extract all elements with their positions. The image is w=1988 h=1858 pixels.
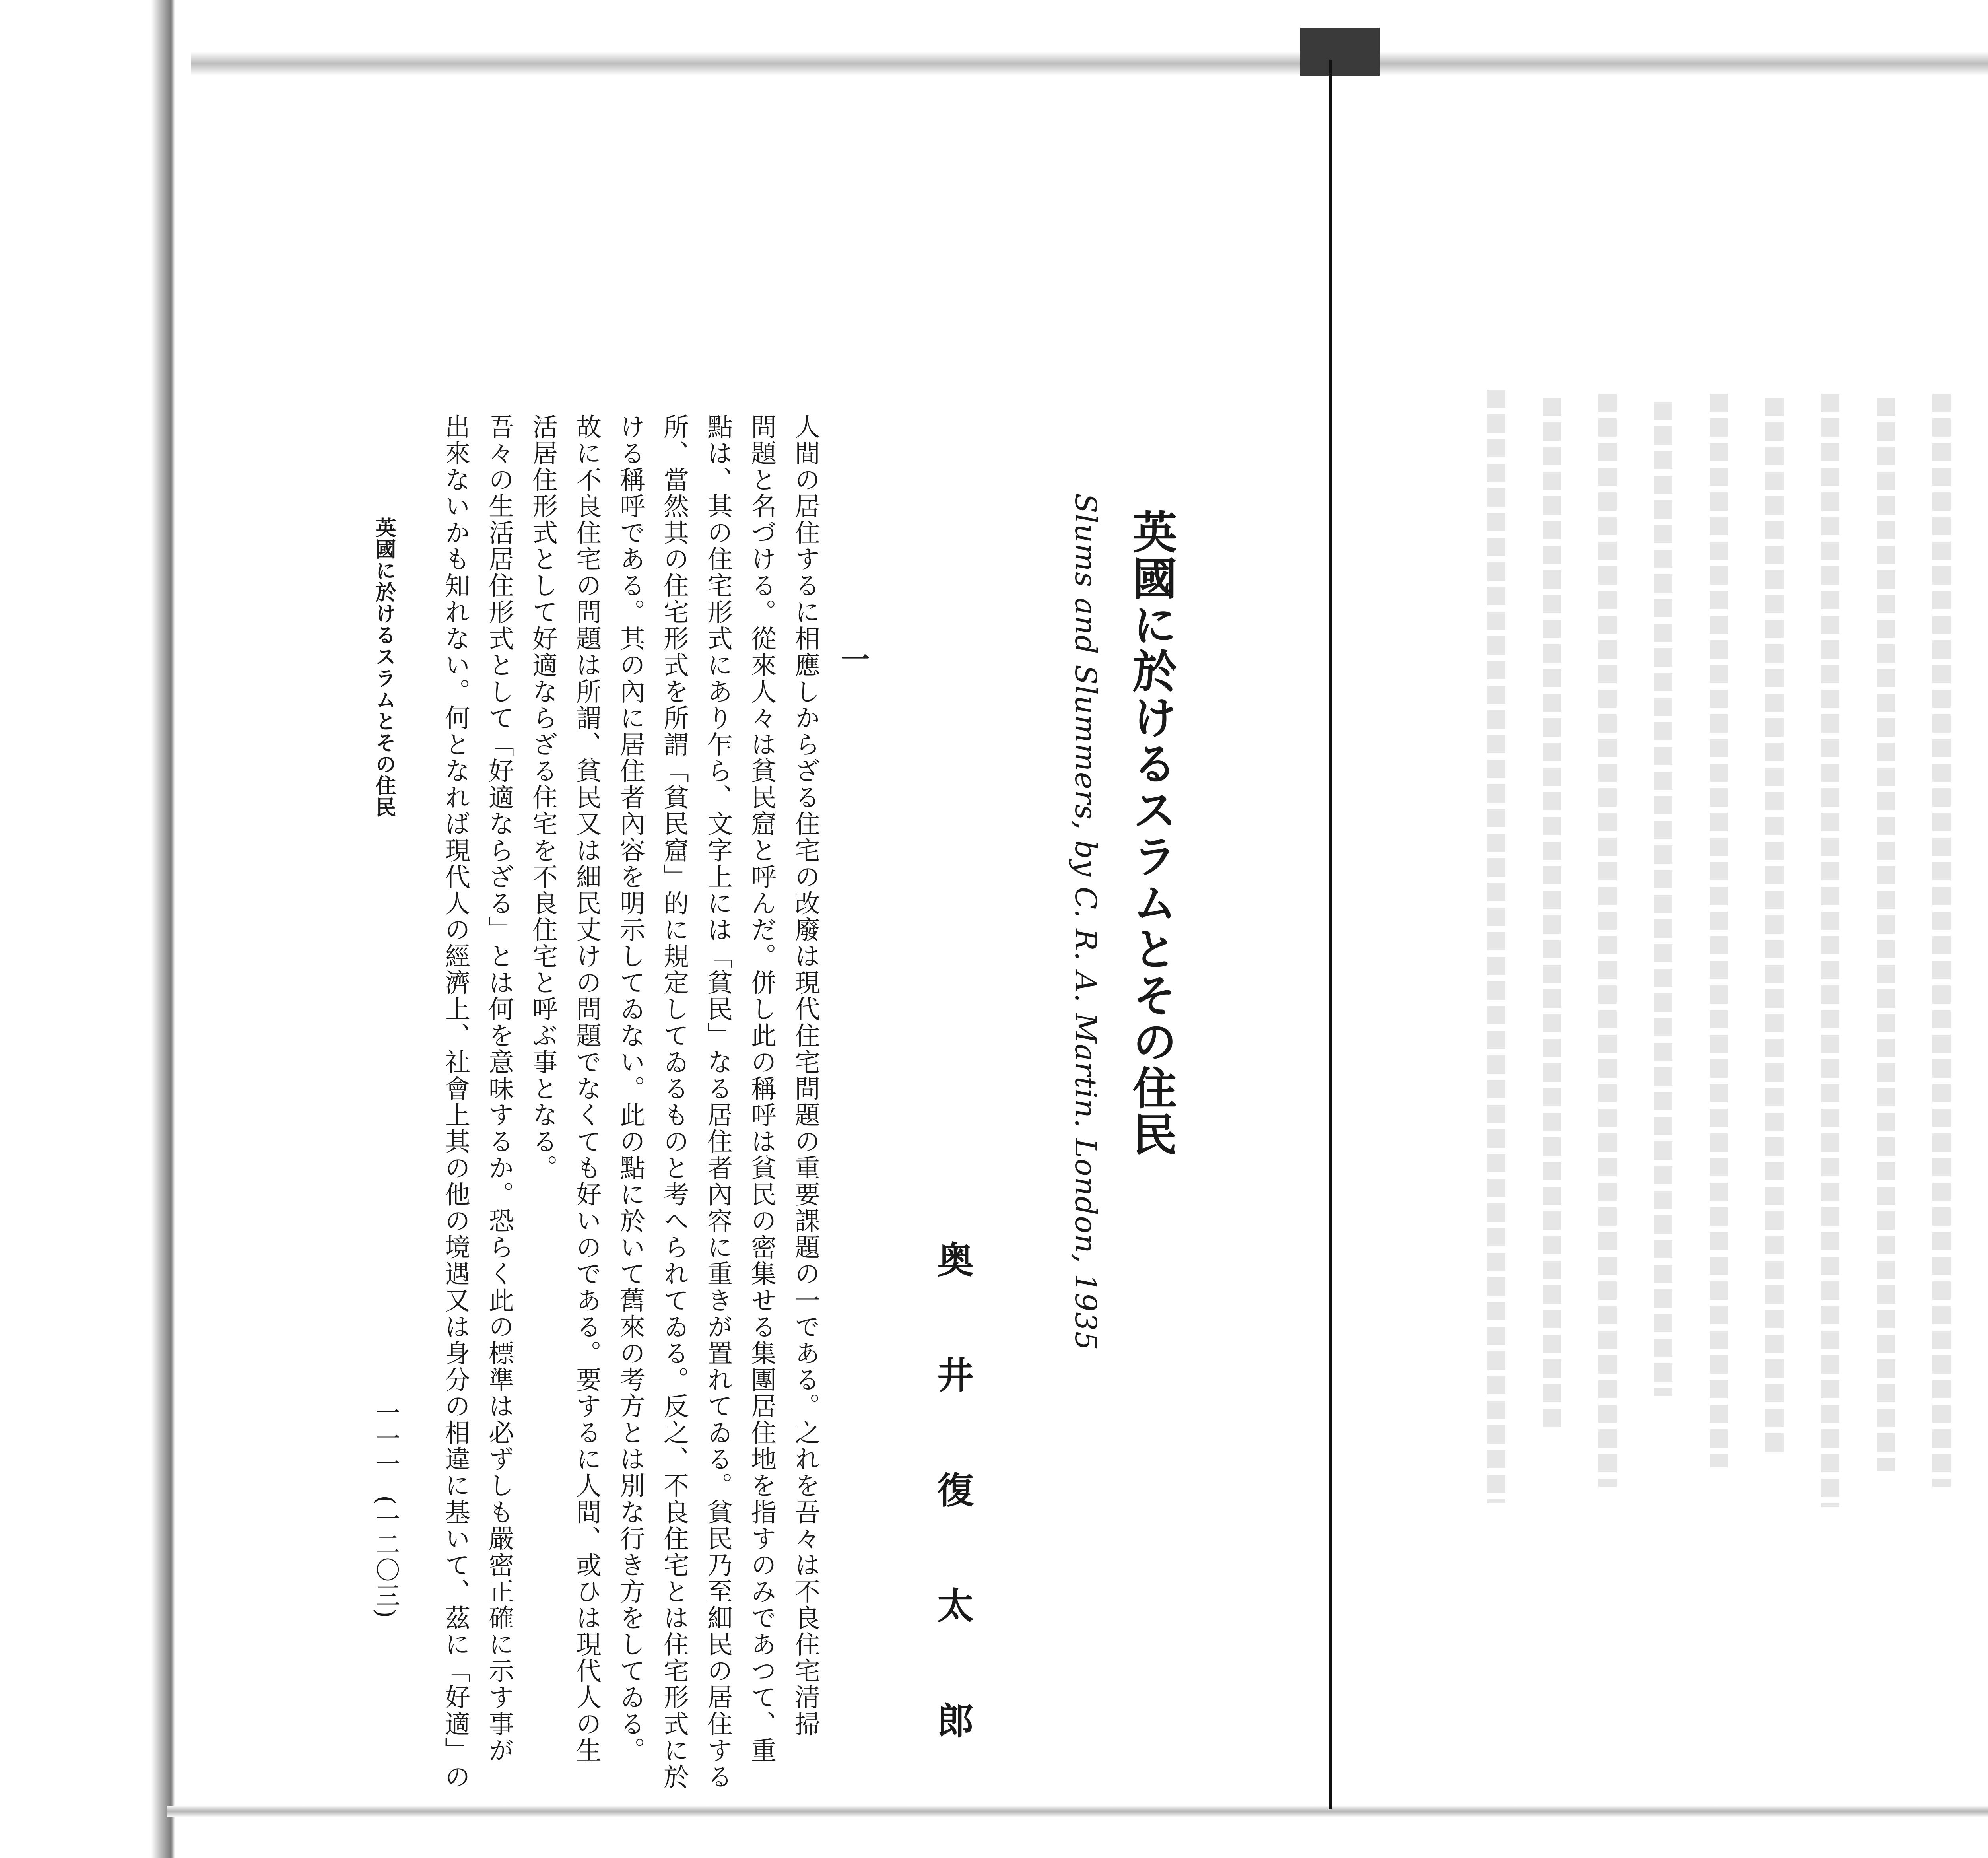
body-line: ける稱呼である。其の內に居住者內容を明示してゐない。此の點に於いて舊來の考方とは別な行き方をしてゐる。 [615,414,645,1764]
body-line: 問題と名づける。從來人々は貧民窟と呼んだ。併し此の稱呼は貧民の密集せる集團居住地を指すのみであつて、重 [747,414,776,1764]
bottom-page-edge [167,1806,1988,1817]
bleed-through-column [1765,398,1784,1452]
body-line: 活居住形式として好適ならざる住宅を不良住宅と呼ぶ事となる。 [528,414,557,1182]
page-number-paren: (一二〇三) [371,1495,400,1619]
body-line: 點は、其の住宅形式にあり乍ら、文字上には「貧民」なる居住者內容に重きが置れてゐる。貧民乃至細民の居住する [703,414,732,1790]
bleed-through-column [1821,394,1839,1507]
bleed-through-column [1877,398,1895,1471]
running-footer: 英國に於けるスラムとその住民 [372,517,396,818]
body-line: 故に不良住宅の問題は所謂、貧民又は細民丈けの問題でなくても好いのである。要するに人間、或ひは現代人の生 [572,414,601,1764]
section-number: 一 [836,644,870,674]
bleed-through-column [1598,394,1617,1487]
bleed-through-column [1543,398,1561,1432]
body-line: 出來ないかも知れない。何となれば現代人の經濟上、社會上其の他の境遇又は身分の相違に基いて、茲に「好適」の [441,414,470,1790]
bleed-through-column [1654,402,1672,1396]
body-line: 所、當然其の住宅形式を所謂「貧民窟」的に規定してゐるものと考へられてゐる。反之、不良住宅とは住宅形式に於 [659,414,689,1790]
bleed-through-column [1710,394,1728,1467]
article-title: 英國に於けるスラムとその住民 [1125,509,1177,1158]
article-subtitle: Slums and Slummers, by C. R. A. Martin. London, 1935 [1068,493,1103,1351]
binding-mark [1300,28,1380,76]
left-page-edge [0,0,175,1858]
bleed-through-column [1487,390,1505,1503]
page-number: 一一一 [371,1400,400,1477]
body-line: 吾々の生活居住形式として「好適ならざる」とは何を意味するか。恐らく此の標準は必ずしも嚴密正確に示す事が [484,414,514,1764]
bleed-through-column [1932,394,1951,1487]
body-line: 人間の居住するに相應しからざる住宅の改廢は現代住宅問題の重要課題の一である。之れを吾々は不良住宅清掃 [790,414,820,1737]
book-gutter [1329,60,1332,1809]
top-page-edge [191,52,1988,76]
article-author: 奥 井 復 太 郎 [931,1241,974,1771]
